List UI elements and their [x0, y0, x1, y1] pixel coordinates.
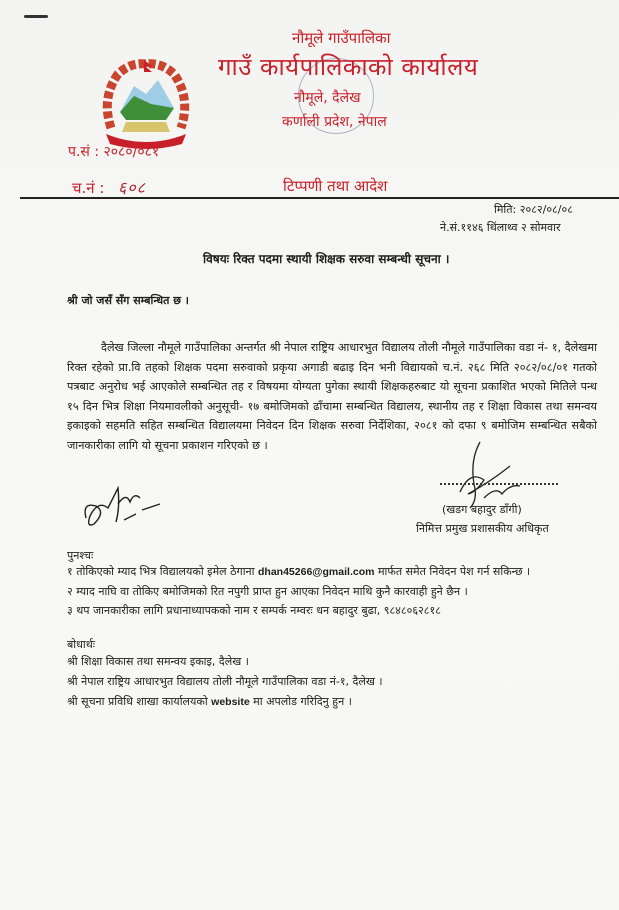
office-name: गाउँ कार्यपालिकाको कार्यालय	[218, 53, 479, 81]
nepal-government-emblem-icon	[96, 58, 196, 150]
cc-list	[67, 652, 383, 712]
cc-item: श्री नेपाल राष्ट्रिय आधारभुत विद्यालय तोली नौमूले गाउँपालिका वडा नं-१, दैलेख ।	[67, 675, 383, 688]
signatory-name: (खडग बहादुर डाँगी)	[442, 503, 522, 516]
postscript-list	[67, 562, 530, 620]
dispatch-number-label: च.नं :	[72, 179, 105, 197]
postscript-heading: पुनश्चः	[67, 549, 94, 562]
officer-signature-icon	[440, 440, 560, 510]
postscript-item-text: १ तोकिएको म्याद भित्र विद्यालयको इमेल ठेगाना	[67, 565, 258, 578]
postscript-item	[67, 562, 530, 582]
cc-item: श्री शिक्षा विकास तथा समन्वय इकाइ, दैलेख ।	[67, 655, 249, 668]
initial-signature-icon	[78, 478, 168, 538]
office-location: नौमूले, दैलेख	[294, 90, 361, 106]
postscript-item-text: मार्फत समेत निवेदन पेश गर्न सकिन्छ ।	[374, 565, 531, 578]
subject-line: विषयः रिक्त पदमा स्थायी शिक्षक सरुवा सम्बन्धी सूचना ।	[203, 252, 450, 266]
cc-item	[67, 692, 383, 712]
signatory-title: निमित्त प्रमुख प्रशासकीय अधिकृत	[416, 522, 549, 535]
nepal-sambat-date: ने.सं.११४६ थिंलाथ्व २ सोमवार	[440, 221, 561, 234]
cc-item-text: श्री सूचना प्रविधि शाखा कार्यालयको	[67, 695, 212, 708]
postscript-item: २ म्याद नाघि वा तोकिए बमोजिमको रित नपुगी प्राप्त हुन आएका निवेदन माथि कुनै कारवाही हुने छैन ।	[67, 585, 468, 598]
body-paragraph: दैलेख जिल्ला नौमूले गाउँपालिका अन्तर्गत श्री नेपाल राष्ट्रिय आधारभुत विद्यालय तोली नौमूले गाउँपालिका वडा नं- १, दैलेखमा रिक्त रहेको प्रा.वि तहको शिक्षक पदमा सरुवाको प्रकृया अगाडी बढाइ दिन भनी विद्यायको च.नं. २६८ मिति २०८२/०८/०१ गतको पत्रबाट अनुरोध भई आएकोले सम्बन्धित तह र विषयमा योग्यता पुगेका स्थायी शिक्षकहरुबाट यो सूचना प्रकाशित भएको मितिले पन्ध १५ दिन भित्र शिक्षा नियमावलीको अनुसूची- १७ बमोजिमको ढाँचामा सम्बन्धित विद्यालय, स्थानीय तह र शिक्षा विकास तथा समन्वय इकाइको सहमति सहित सम्बन्धित विद्यालयमा निवेदन दिन शिक्षक सरुवा निर्देशिका, २०८१ को दफा ९ बमोजिम सम्बन्धित सबैको जानकारीका लागि यो सूचना प्रकाशन गरिएको छ ।	[67, 341, 597, 452]
dispatch-number-value: ६०८	[118, 178, 146, 197]
letter-date: मिति: २०८२/०८/०८	[494, 203, 573, 216]
corner-mark	[24, 15, 48, 18]
fiscal-year: प.सं : २०८०/०८१	[68, 144, 160, 160]
website-word: website	[211, 696, 250, 708]
cc-item-text: मा अपलोड गरिदिनु हुन ।	[249, 695, 352, 708]
municipality-name: नौमूले गाउँपालिका	[292, 29, 391, 47]
document-type: टिप्पणी तथा आदेश	[283, 177, 388, 195]
postscript-item: ३ थप जानकारीका लागि प्रधानाध्यापकको नाम र सम्पर्क नम्वरः धन बहादुर बुढा, ९८४८०६२८१८	[67, 604, 441, 617]
school-email: dhan45266@gmail.com	[258, 566, 375, 578]
salutation: श्री जो जसँ सँग सम्बन्धित छ ।	[67, 294, 189, 307]
signature-line	[440, 483, 558, 485]
header-divider	[20, 197, 619, 199]
province-name: कर्णाली प्रदेश, नेपाल	[282, 114, 387, 130]
cc-heading: बोधार्थः	[67, 638, 95, 651]
